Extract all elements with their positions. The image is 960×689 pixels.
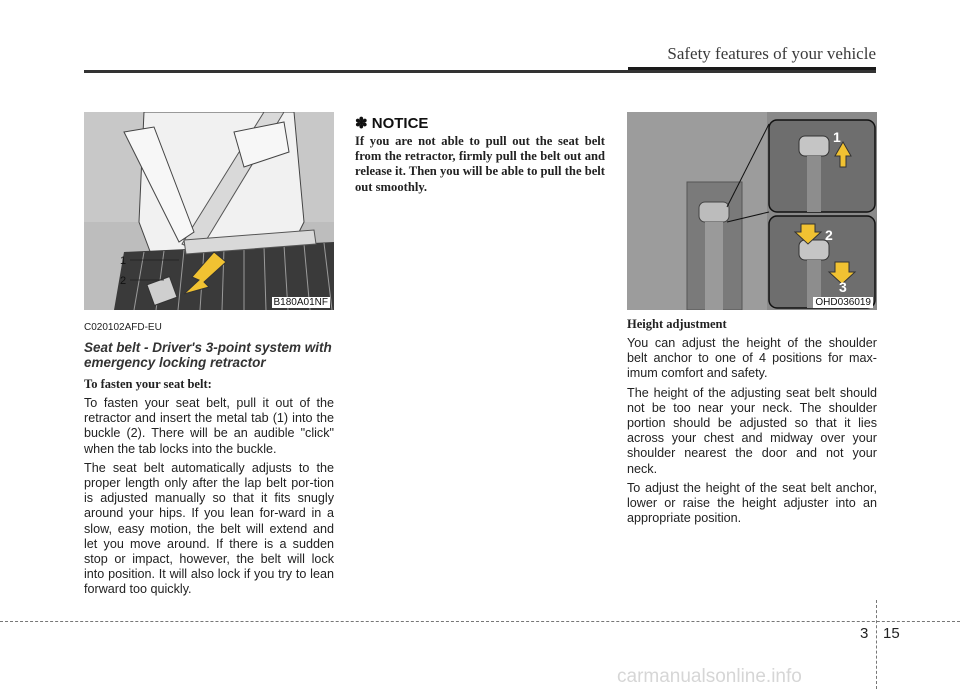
watermark: carmanualsonline.info [617,666,802,687]
fasten-paragraph: To fasten your seat belt, pull it out of the retractor and insert the metal tab (1) into the buckle (2). There will be an audible "click" when the tab locks into the buckle. [84,396,334,456]
chapter-number: 3 [860,625,869,642]
document-code: C020102AFD-EU [84,322,162,333]
figure-code: B180A01NF [273,297,328,308]
header-rule [84,70,876,73]
height-heading: Height adjustment [627,317,727,331]
height-paragraph: The height of the adjusting seat belt should not be too near your neck. The shoulder portion should be adjusted so that it lies across your chest and midway over your shoulder nearest the door and not your neck. [627,385,877,476]
footer-rule [0,621,960,622]
figure-code: OHD036019 [815,297,871,308]
seatbelt-fastening-illustration [84,112,334,310]
notice-title: ✽ NOTICE [355,115,429,132]
callout-3: 3 [839,279,847,295]
callout-1: 1 [833,129,841,145]
footer-divider [876,600,877,689]
callout-2: 2 [825,227,833,243]
callout-2: 2 [120,275,127,287]
notice-body: If you are not able to pull out the seat belt from the retractor, firmly pull the belt out and release it. Then you will be able to pull the belt out smoothly. [355,134,605,194]
height-paragraph: You can adjust the height of the shoulder belt anchor to one of 4 positions for max-imum comfort and safety. [627,336,877,381]
seatbelt-fastening-drawing [84,112,334,310]
left-column [84,112,334,598]
header-title: Safety features of your vehicle [667,44,876,63]
callout-1: 1 [120,255,127,267]
middle-column [355,112,605,195]
height-adjuster-drawing [627,112,877,310]
height-adjuster-photo [627,112,877,310]
page-number: 15 [883,625,900,642]
fasten-heading: To fasten your seat belt: [84,377,212,391]
height-paragraph: To adjust the height of the seat belt anchor, lower or raise the height adjuster into an appropriate position. [627,480,877,526]
fasten-paragraph: The seat belt automatically adjusts to the proper length only after the lap belt por-tion is adjusted manually so that it fits snugly around your hips. If you lean for-ward in a slow, easy motion, the belt will extend and let you move around. If there is a sudden stop or impact, however, the belt will lock into position. It will also lock if you try to lean forward too quickly. [84,460,334,597]
right-column [627,112,877,526]
section-title: Seat belt - Driver's 3-point system with emergency locking retractor [84,340,332,370]
